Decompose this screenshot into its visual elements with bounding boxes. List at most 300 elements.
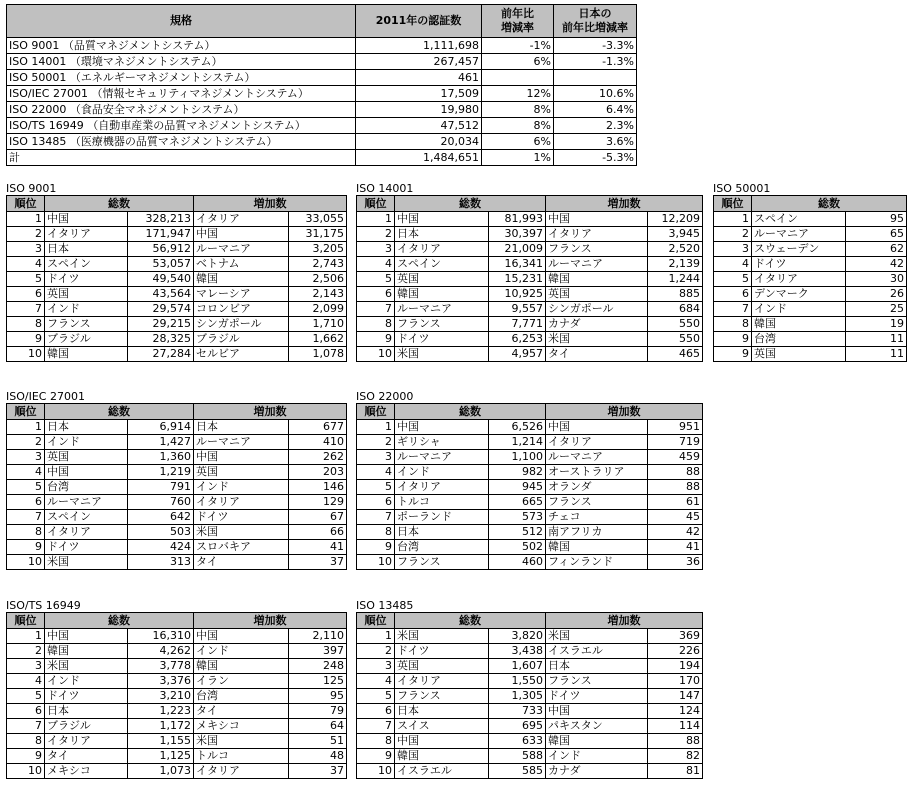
increase-value-cell: 459 <box>648 450 703 465</box>
ranking-row <box>357 540 703 555</box>
total-value-cell: 573 <box>489 510 546 525</box>
total-value-cell: 27,284 <box>128 347 194 362</box>
total-country-cell: イタリア <box>395 674 489 689</box>
total-value-cell: 11 <box>846 347 907 362</box>
ranking-header-row <box>357 404 703 420</box>
ranking-table-iso14001 <box>356 195 703 362</box>
ranking-row <box>357 480 703 495</box>
total-country-cell: ドイツ <box>45 540 128 555</box>
ranking-header-row <box>714 196 907 212</box>
increase-value-cell: 124 <box>648 704 703 719</box>
increase-value-cell: 2,139 <box>648 257 703 272</box>
header-rank: 順位 <box>357 613 395 629</box>
summary-standard-cell: 計 <box>7 150 356 166</box>
total-value-cell: 7,771 <box>489 317 546 332</box>
total-country-cell: 英国 <box>395 272 489 287</box>
rank-cell: 3 <box>7 450 45 465</box>
rank-cell: 6 <box>7 287 45 302</box>
total-value-cell: 1,607 <box>489 659 546 674</box>
ranking-row <box>714 302 907 317</box>
ranking-row <box>7 272 347 287</box>
increase-value-cell: 719 <box>648 435 703 450</box>
total-country-cell: インド <box>45 435 128 450</box>
increase-country-cell: イタリア <box>194 764 289 779</box>
total-country-cell: 米国 <box>45 659 128 674</box>
summary-yoy-cell <box>482 70 554 86</box>
ranking-table-iso50001 <box>713 195 907 362</box>
increase-value-cell: 194 <box>648 659 703 674</box>
rank-cell: 7 <box>7 302 45 317</box>
increase-country-cell: 中国 <box>194 227 289 242</box>
increase-value-cell: 3,945 <box>648 227 703 242</box>
increase-value-cell: 88 <box>648 465 703 480</box>
rank-cell: 1 <box>7 212 45 227</box>
ranking-header-row <box>7 404 347 420</box>
total-country-cell: 英国 <box>45 287 128 302</box>
increase-country-cell: 米国 <box>546 629 648 644</box>
ranking-row <box>357 465 703 480</box>
increase-value-cell: 677 <box>289 420 347 435</box>
summary-standard-cell: ISO 13485 （医療機器の品質マネジメントシステム） <box>7 134 356 150</box>
increase-value-cell: 226 <box>648 644 703 659</box>
ranking-row <box>7 465 347 480</box>
total-value-cell: 1,155 <box>128 734 194 749</box>
increase-value-cell: 465 <box>648 347 703 362</box>
increase-country-cell: コロンビア <box>194 302 289 317</box>
total-country-cell: 韓国 <box>395 749 489 764</box>
increase-value-cell: 31,175 <box>289 227 347 242</box>
total-value-cell: 62 <box>846 242 907 257</box>
summary-row <box>7 54 637 70</box>
header-total: 総数 <box>395 404 546 420</box>
increase-value-cell: 2,099 <box>289 302 347 317</box>
increase-value-cell: 36 <box>648 555 703 570</box>
rank-cell: 2 <box>357 644 395 659</box>
header-increase: 増加数 <box>194 404 347 420</box>
increase-country-cell: 中国 <box>194 450 289 465</box>
rank-cell: 1 <box>357 212 395 227</box>
increase-country-cell: イタリア <box>546 435 648 450</box>
total-country-cell: イタリア <box>752 272 846 287</box>
ranking-row <box>7 420 347 435</box>
summary-standard-cell: ISO/TS 16949 （自動車産業の品質マネジメントシステム） <box>7 118 356 134</box>
rank-cell: 9 <box>357 749 395 764</box>
rank-cell: 5 <box>357 480 395 495</box>
total-country-cell: 日本 <box>395 525 489 540</box>
increase-country-cell: 日本 <box>194 420 289 435</box>
ranking-row <box>7 659 347 674</box>
ranking-title: ISO/TS 16949 <box>6 599 81 612</box>
ranking-row <box>357 450 703 465</box>
total-country-cell: スペイン <box>395 257 489 272</box>
total-value-cell: 1,125 <box>128 749 194 764</box>
rank-cell: 4 <box>7 257 45 272</box>
total-country-cell: フランス <box>45 317 128 332</box>
increase-country-cell: 韓国 <box>546 272 648 287</box>
ranking-header-row <box>7 613 347 629</box>
ranking-row <box>7 347 347 362</box>
total-country-cell: ブラジル <box>45 332 128 347</box>
summary-japan-yoy-cell: 6.4% <box>554 102 637 118</box>
ranking-row <box>7 332 347 347</box>
rank-cell: 3 <box>357 450 395 465</box>
increase-value-cell: 41 <box>289 540 347 555</box>
header-increase: 増加数 <box>546 404 703 420</box>
total-value-cell: 26 <box>846 287 907 302</box>
summary-row <box>7 102 637 118</box>
summary-header-row <box>7 5 637 38</box>
total-country-cell: ルーマニア <box>45 495 128 510</box>
total-country-cell: フランス <box>395 317 489 332</box>
total-country-cell: 中国 <box>45 465 128 480</box>
total-country-cell: 日本 <box>395 227 489 242</box>
ranking-header-row <box>357 196 703 212</box>
increase-country-cell: トルコ <box>194 749 289 764</box>
total-country-cell: 日本 <box>395 704 489 719</box>
rank-cell: 4 <box>357 674 395 689</box>
increase-value-cell: 2,143 <box>289 287 347 302</box>
ranking-title: ISO 50001 <box>713 182 771 195</box>
rank-cell: 8 <box>714 317 752 332</box>
rank-cell: 4 <box>7 465 45 480</box>
total-value-cell: 19 <box>846 317 907 332</box>
ranking-row <box>7 435 347 450</box>
total-country-cell: 台湾 <box>752 332 846 347</box>
rank-cell: 6 <box>357 287 395 302</box>
increase-country-cell: 英国 <box>194 465 289 480</box>
increase-value-cell: 262 <box>289 450 347 465</box>
total-country-cell: ルーマニア <box>752 227 846 242</box>
increase-country-cell: インド <box>194 480 289 495</box>
total-value-cell: 945 <box>489 480 546 495</box>
increase-value-cell: 61 <box>648 495 703 510</box>
ranking-row <box>357 764 703 779</box>
ranking-table-iso16949 <box>6 612 347 779</box>
summary-standard-cell: ISO 14001 （環境マネジメントシステム） <box>7 54 356 70</box>
summary-japan-yoy-cell <box>554 70 637 86</box>
header-total: 総数 <box>45 196 194 212</box>
ranking-row <box>357 629 703 644</box>
total-value-cell: 1,219 <box>128 465 194 480</box>
total-country-cell: 中国 <box>395 734 489 749</box>
total-value-cell: 733 <box>489 704 546 719</box>
total-value-cell: 665 <box>489 495 546 510</box>
rank-cell: 5 <box>7 272 45 287</box>
total-country-cell: 英国 <box>752 347 846 362</box>
header-rank: 順位 <box>357 196 395 212</box>
increase-country-cell: ブラジル <box>194 332 289 347</box>
rank-cell: 9 <box>714 332 752 347</box>
summary-yoy-cell: 1% <box>482 150 554 166</box>
total-country-cell: イスラエル <box>395 764 489 779</box>
increase-country-cell: ルーマニア <box>546 257 648 272</box>
ranking-row <box>357 510 703 525</box>
increase-country-cell: ルーマニア <box>546 450 648 465</box>
total-country-cell: ドイツ <box>752 257 846 272</box>
increase-country-cell: 韓国 <box>546 734 648 749</box>
increase-country-cell: 中国 <box>546 420 648 435</box>
rank-cell: 1 <box>714 212 752 227</box>
rank-cell: 5 <box>357 689 395 704</box>
rank-cell: 1 <box>7 629 45 644</box>
total-country-cell: 日本 <box>45 420 128 435</box>
total-country-cell: 日本 <box>45 704 128 719</box>
increase-country-cell: 英国 <box>546 287 648 302</box>
total-value-cell: 982 <box>489 465 546 480</box>
ranking-row <box>7 302 347 317</box>
header-rank: 順位 <box>7 613 45 629</box>
summary-count-cell: 1,484,651 <box>356 150 482 166</box>
total-value-cell: 1,427 <box>128 435 194 450</box>
increase-value-cell: 125 <box>289 674 347 689</box>
summary-count-cell: 19,980 <box>356 102 482 118</box>
increase-value-cell: 64 <box>289 719 347 734</box>
ranking-row <box>7 704 347 719</box>
total-value-cell: 585 <box>489 764 546 779</box>
total-value-cell: 53,057 <box>128 257 194 272</box>
total-value-cell: 171,947 <box>128 227 194 242</box>
total-country-cell: スペイン <box>45 257 128 272</box>
ranking-row <box>357 704 703 719</box>
total-country-cell: ギリシャ <box>395 435 489 450</box>
ranking-row <box>357 749 703 764</box>
total-country-cell: ブラジル <box>45 719 128 734</box>
increase-value-cell: 67 <box>289 510 347 525</box>
increase-value-cell: 45 <box>648 510 703 525</box>
summary-yoy-cell: 6% <box>482 54 554 70</box>
increase-value-cell: 41 <box>648 540 703 555</box>
ranking-row <box>7 450 347 465</box>
rank-cell: 6 <box>7 704 45 719</box>
increase-country-cell: ドイツ <box>546 689 648 704</box>
total-country-cell: スウェーデン <box>752 242 846 257</box>
total-value-cell: 512 <box>489 525 546 540</box>
total-country-cell: イタリア <box>45 525 128 540</box>
increase-country-cell: カナダ <box>546 764 648 779</box>
increase-country-cell: 南アフリカ <box>546 525 648 540</box>
total-value-cell: 16,310 <box>128 629 194 644</box>
total-country-cell: 日本 <box>45 242 128 257</box>
header-rank: 順位 <box>357 404 395 420</box>
total-value-cell: 95 <box>846 212 907 227</box>
rank-cell: 7 <box>357 302 395 317</box>
total-country-cell: インド <box>45 302 128 317</box>
increase-value-cell: 2,743 <box>289 257 347 272</box>
ranking-row <box>7 540 347 555</box>
total-value-cell: 81,993 <box>489 212 546 227</box>
total-country-cell: 米国 <box>45 555 128 570</box>
increase-value-cell: 1,078 <box>289 347 347 362</box>
total-value-cell: 3,778 <box>128 659 194 674</box>
header-increase: 増加数 <box>546 196 703 212</box>
ranking-row <box>357 689 703 704</box>
total-country-cell: トルコ <box>395 495 489 510</box>
summary-row <box>7 150 637 166</box>
header-increase: 増加数 <box>546 613 703 629</box>
increase-value-cell: 2,506 <box>289 272 347 287</box>
ranking-row <box>7 674 347 689</box>
increase-country-cell: フランス <box>546 242 648 257</box>
increase-country-cell: ルーマニア <box>194 435 289 450</box>
header-total: 総数 <box>395 613 546 629</box>
ranking-row <box>357 674 703 689</box>
summary-yoy-cell: 6% <box>482 134 554 150</box>
increase-country-cell: イラン <box>194 674 289 689</box>
ranking-row <box>357 302 703 317</box>
total-country-cell: デンマーク <box>752 287 846 302</box>
total-value-cell: 695 <box>489 719 546 734</box>
increase-value-cell: 81 <box>648 764 703 779</box>
summary-yoy-cell: 8% <box>482 102 554 118</box>
increase-value-cell: 170 <box>648 674 703 689</box>
summary-count-cell: 267,457 <box>356 54 482 70</box>
increase-country-cell: 韓国 <box>194 272 289 287</box>
header-japan-yoy-change: 日本の 前年比増減率 <box>554 5 637 38</box>
increase-value-cell: 129 <box>289 495 347 510</box>
summary-standard-cell: ISO 22000 （食品安全マネジメントシステム） <box>7 102 356 118</box>
rank-cell: 10 <box>7 555 45 570</box>
total-value-cell: 65 <box>846 227 907 242</box>
increase-value-cell: 2,110 <box>289 629 347 644</box>
increase-value-cell: 79 <box>289 704 347 719</box>
increase-country-cell: フランス <box>546 495 648 510</box>
increase-country-cell: シンガポール <box>194 317 289 332</box>
rank-cell: 2 <box>7 435 45 450</box>
ranking-row <box>7 719 347 734</box>
ranking-row <box>7 317 347 332</box>
increase-country-cell: ドイツ <box>194 510 289 525</box>
increase-value-cell: 12,209 <box>648 212 703 227</box>
total-country-cell: ドイツ <box>45 272 128 287</box>
total-country-cell: イタリア <box>395 242 489 257</box>
total-country-cell: イタリア <box>395 480 489 495</box>
increase-value-cell: 82 <box>648 749 703 764</box>
increase-value-cell: 95 <box>289 689 347 704</box>
summary-japan-yoy-cell: -1.3% <box>554 54 637 70</box>
rank-cell: 6 <box>357 704 395 719</box>
increase-country-cell: イタリア <box>194 495 289 510</box>
rank-cell: 9 <box>7 749 45 764</box>
total-value-cell: 633 <box>489 734 546 749</box>
ranking-row <box>714 347 907 362</box>
increase-value-cell: 3,205 <box>289 242 347 257</box>
header-increase: 増加数 <box>194 613 347 629</box>
ranking-title: ISO 13485 <box>356 599 414 612</box>
rank-cell: 3 <box>7 659 45 674</box>
total-country-cell: インド <box>752 302 846 317</box>
total-country-cell: ポーランド <box>395 510 489 525</box>
increase-country-cell: イタリア <box>546 227 648 242</box>
ranking-row <box>714 272 907 287</box>
total-value-cell: 760 <box>128 495 194 510</box>
rank-cell: 8 <box>7 525 45 540</box>
rank-cell: 8 <box>7 734 45 749</box>
total-value-cell: 1,360 <box>128 450 194 465</box>
total-value-cell: 43,564 <box>128 287 194 302</box>
total-country-cell: タイ <box>45 749 128 764</box>
rank-cell: 5 <box>714 272 752 287</box>
ranking-row <box>7 644 347 659</box>
rank-cell: 4 <box>357 465 395 480</box>
ranking-row <box>357 257 703 272</box>
increase-country-cell: ベトナム <box>194 257 289 272</box>
rank-cell: 8 <box>7 317 45 332</box>
increase-value-cell: 2,520 <box>648 242 703 257</box>
total-value-cell: 4,262 <box>128 644 194 659</box>
total-value-cell: 503 <box>128 525 194 540</box>
total-value-cell: 3,376 <box>128 674 194 689</box>
increase-country-cell: フランス <box>546 674 648 689</box>
summary-japan-yoy-cell: 3.6% <box>554 134 637 150</box>
total-value-cell: 3,210 <box>128 689 194 704</box>
total-country-cell: 韓国 <box>45 644 128 659</box>
summary-japan-yoy-cell: 10.6% <box>554 86 637 102</box>
ranking-row <box>357 317 703 332</box>
ranking-row <box>7 287 347 302</box>
header-total: 総数 <box>45 404 194 420</box>
increase-country-cell: スロバキア <box>194 540 289 555</box>
ranking-row <box>357 227 703 242</box>
rank-cell: 7 <box>7 510 45 525</box>
total-value-cell: 30,397 <box>489 227 546 242</box>
summary-count-cell: 1,111,698 <box>356 38 482 54</box>
summary-yoy-cell: 12% <box>482 86 554 102</box>
rank-cell: 10 <box>357 764 395 779</box>
summary-row <box>7 38 637 54</box>
rank-cell: 6 <box>357 495 395 510</box>
increase-country-cell: 中国 <box>194 629 289 644</box>
rank-cell: 4 <box>714 257 752 272</box>
increase-country-cell: 台湾 <box>194 689 289 704</box>
ranking-row <box>714 257 907 272</box>
rank-cell: 6 <box>714 287 752 302</box>
total-country-cell: フランス <box>395 689 489 704</box>
increase-country-cell: メキシコ <box>194 719 289 734</box>
rank-cell: 7 <box>357 510 395 525</box>
rank-cell: 1 <box>357 420 395 435</box>
increase-value-cell: 42 <box>648 525 703 540</box>
increase-country-cell: 米国 <box>546 332 648 347</box>
increase-country-cell: 韓国 <box>194 659 289 674</box>
total-country-cell: 米国 <box>395 629 489 644</box>
rank-cell: 7 <box>357 719 395 734</box>
total-country-cell: ルーマニア <box>395 302 489 317</box>
rank-cell: 10 <box>357 347 395 362</box>
total-value-cell: 3,438 <box>489 644 546 659</box>
total-country-cell: インド <box>45 674 128 689</box>
rank-cell: 3 <box>7 242 45 257</box>
increase-value-cell: 146 <box>289 480 347 495</box>
ranking-row <box>357 420 703 435</box>
ranking-table-iso9001 <box>6 195 347 362</box>
increase-country-cell: ルーマニア <box>194 242 289 257</box>
ranking-row <box>357 525 703 540</box>
increase-country-cell: タイ <box>194 704 289 719</box>
total-value-cell: 424 <box>128 540 194 555</box>
ranking-row <box>7 525 347 540</box>
increase-value-cell: 248 <box>289 659 347 674</box>
header-standard: 規格 <box>7 5 356 38</box>
increase-country-cell: カナダ <box>546 317 648 332</box>
summary-yoy-cell: -1% <box>482 38 554 54</box>
header-rank: 順位 <box>7 196 45 212</box>
ranking-row <box>357 287 703 302</box>
total-country-cell: ドイツ <box>45 689 128 704</box>
increase-country-cell: 米国 <box>194 525 289 540</box>
summary-standard-cell: ISO/IEC 27001 （情報セキュリティマネジメントシステム） <box>7 86 356 102</box>
header-increase: 増加数 <box>194 196 347 212</box>
rank-cell: 4 <box>7 674 45 689</box>
